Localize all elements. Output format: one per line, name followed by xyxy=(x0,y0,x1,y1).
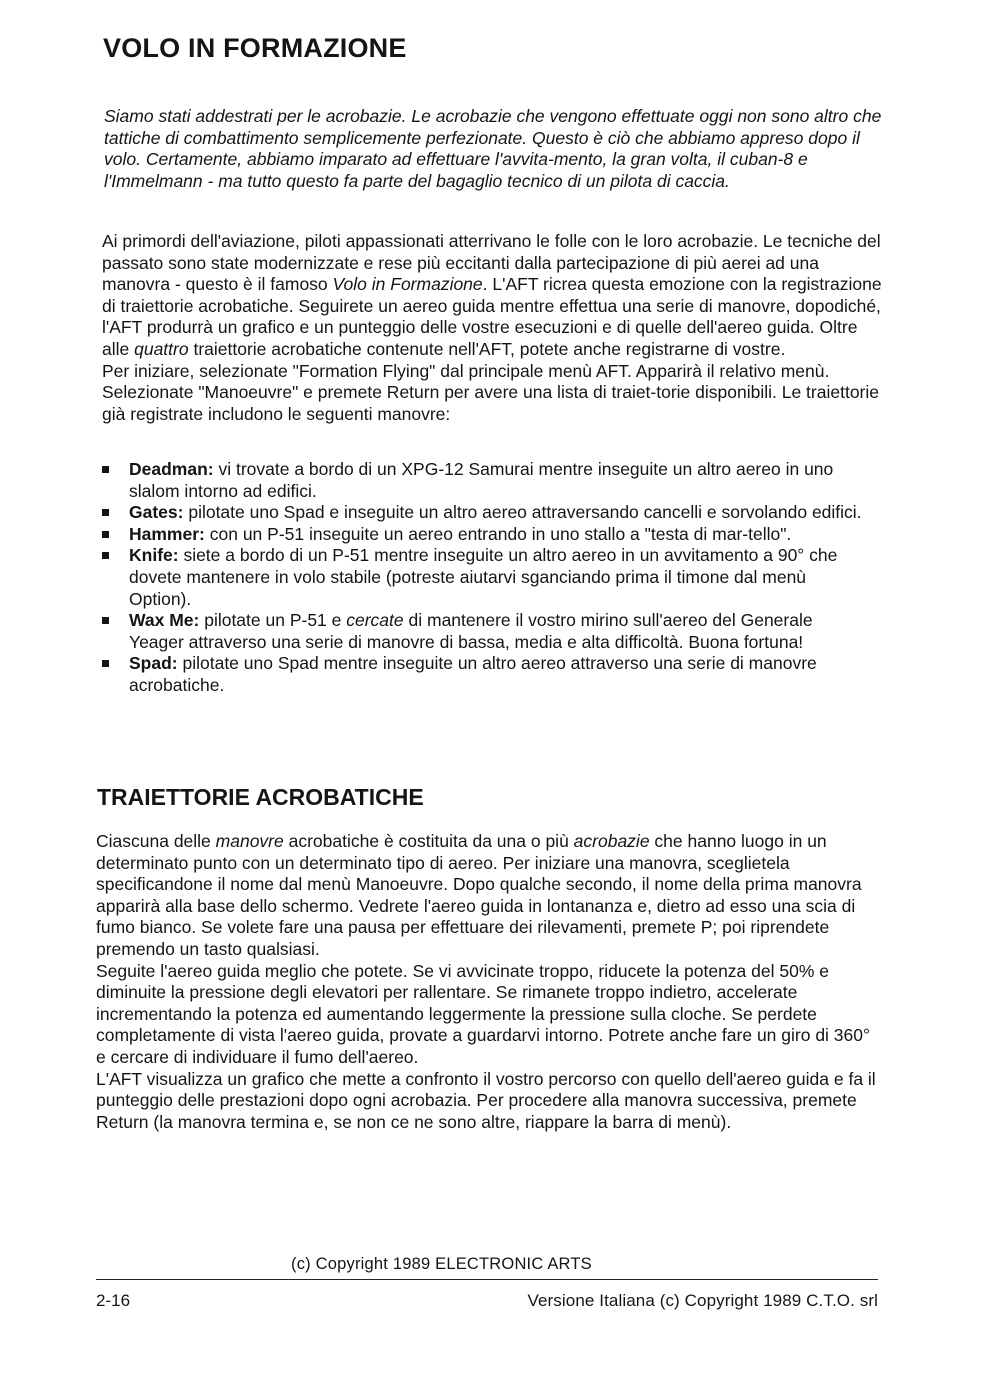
bullet-square-icon xyxy=(102,509,109,516)
body2-text-c: che hanno luogo in un determinato punto con un determinato tipo di aereo. Per iniziare una manovra, sceglietela specificandone il nome dal menù Manoeuvre. Dopo qualche secondo, il nome della prima manovra apparirà alla base dello schermo. Vedrete l'aereo guida in lontananza e, dietro ad esso una scia di fumo bianco. Se volete fare una pausa per effettuare dei rilevamenti, premete P; poi riprendete premendo un tasto qualsiasi. xyxy=(96,831,862,959)
manoeuvre-name: Hammer: xyxy=(129,523,205,544)
manoeuvre-emphasis: cercate xyxy=(346,610,404,631)
body2-text-a: Ciascuna delle xyxy=(96,831,216,851)
list-item xyxy=(97,524,867,546)
manoeuvre-description: pilotate uno Spad e inseguite un altro aereo attraversando cancelli e sorvolando edifici. xyxy=(183,502,862,523)
list-item xyxy=(97,545,867,610)
body1-paragraph-1 xyxy=(102,231,885,361)
intro-paragraph xyxy=(104,106,884,192)
section-title: TRAIETTORIE ACROBATICHE xyxy=(97,784,424,810)
intro-text: Siamo stati addestrati per le acrobazie. Le acrobazie che vengono effettuate oggi non sono altro che tattiche di combattimento semplicemente perfezionate. Questo è ciò che abbiamo appreso dopo il volo. Certamente, abbiamo imparato ad effettuare l'avvita-mento, la gran volta, il cuban-8 e l'Immelmann - ma tutto questo fa parte del bagaglio tecnico di un pilota di caccia. xyxy=(104,106,882,191)
manoeuvre-description: pilotate uno Spad mentre inseguite un altro aereo attraverso una serie di manovre acrobatiche. xyxy=(129,653,817,695)
body1-paragraph-2: Per iniziare, selezionate "Formation Flying" dal principale menù AFT. Apparirà il relativo menù. Selezionate "Manoeuvre" e premete Return per avere una lista di traiet-torie disponibili. Le traiettorie già registrate includono le seguenti manovre: xyxy=(102,360,880,424)
acrobatic-trajectories-body xyxy=(96,831,881,1133)
body1-text-b: . L'AFT ricrea questa emozione con la registrazione di traiettorie acrobatiche. Seguirete un aereo guida mentre effettua una serie di manovre, dopodiché, l'AFT produrrà un grafico e un punteggio delle vostre esecuzioni e di quelle dell'aereo guida. Oltre alle xyxy=(102,274,882,359)
bullet-square-icon xyxy=(102,660,109,667)
body2-paragraph-2: Seguite l'aereo guida meglio che potete. Se vi avvicinate troppo, riducete la potenza del 50% e diminuite la pressione degli elevatori per rallentare. Se rimanete troppo indietro, accelerate incrementando la potenza ed aumentando leggermente la pressione sulla cloche. Se perdete completamente di vista l'aereo guida, provate a guardarvi intorno. Potrete anche fare un giro di 360° e cercare di individuare il fumo dell'aereo. xyxy=(96,960,870,1067)
body1-text-a: Ai primordi dell'aviazione, piloti appassionati atterrivano le folle con le loro acrobazie. Le tecniche del passato sono state modernizzate e rese più eccitanti dalla partecipazione di più aerei ad una manovra - questo è il famoso xyxy=(102,231,881,295)
manoeuvre-name: Spad: xyxy=(129,653,178,674)
manoeuvre-description: vi trovate a bordo di un XPG-12 Samurai mentre inseguite un altro aereo in uno slalom intorno ad edifici. xyxy=(129,459,834,501)
footer-divider xyxy=(96,1279,878,1280)
body2-emphasis-acrobatics: acrobazie xyxy=(573,831,650,851)
manoeuvre-list xyxy=(97,459,867,697)
manoeuvre-name: Knife: xyxy=(129,545,179,566)
manoeuvre-description-b: di mantenere il vostro mirino sull'aereo del Generale Yeager attraverso una serie di manovre di bassa, media e alta difficoltà. Buona fortuna! xyxy=(129,610,813,652)
manoeuvre-name: Gates: xyxy=(129,502,184,523)
body2-paragraph-3: L'AFT visualizza un grafico che mette a confronto il vostro percorso con quello dell'aereo guida e fa il punteggio delle prestazioni dopo ogni acrobazia. Per procedere alla manovra successiva, premete Return (la manovra termina e, se non ce ne sono altre, riappare la barra di menù). xyxy=(96,1068,876,1132)
bullet-square-icon xyxy=(102,552,109,559)
list-item xyxy=(97,502,867,524)
list-item xyxy=(97,610,867,653)
bullet-square-icon xyxy=(102,617,109,624)
list-item xyxy=(97,653,867,696)
manoeuvre-description: con un P-51 inseguite un aereo entrando in uno stallo a "testa di mar-tello". xyxy=(204,523,792,544)
version-copyright: Versione Italiana (c) Copyright 1989 C.T.O. srl xyxy=(527,1291,878,1310)
body2-text-b: acrobatiche è costituita da una o più xyxy=(283,831,574,851)
list-item xyxy=(97,459,867,502)
body2-paragraph-1 xyxy=(96,831,881,961)
copyright-electronic-arts: (c) Copyright 1989 ELECTRONIC ARTS xyxy=(291,1255,592,1273)
formation-flying-body xyxy=(102,231,885,425)
manoeuvre-description-a: pilotate un P-51 e xyxy=(199,610,347,631)
body1-emphasis-formation: Volo in Formazione xyxy=(332,274,483,295)
page-title: VOLO IN FORMAZIONE xyxy=(103,33,407,63)
bullet-square-icon xyxy=(102,531,109,538)
body2-emphasis-manoeuvres: manovre xyxy=(215,831,284,851)
bullet-square-icon xyxy=(102,466,109,473)
body1-text-c: traiettorie acrobatiche contenute nell'AFT, potete anche registrarne di vostre. xyxy=(188,338,786,359)
manoeuvre-name: Wax Me: xyxy=(129,610,200,631)
manoeuvre-description: siete a bordo di un P-51 mentre inseguite un altro aereo in un avvitamento a 90° che dovete mantenere in volo stabile (potreste aiutarvi sganciando prima il timone dal menù Option). xyxy=(129,545,838,609)
body1-emphasis-four: quattro xyxy=(134,338,189,359)
page-number: 2-16 xyxy=(96,1291,131,1310)
manoeuvre-name: Deadman: xyxy=(129,459,214,479)
